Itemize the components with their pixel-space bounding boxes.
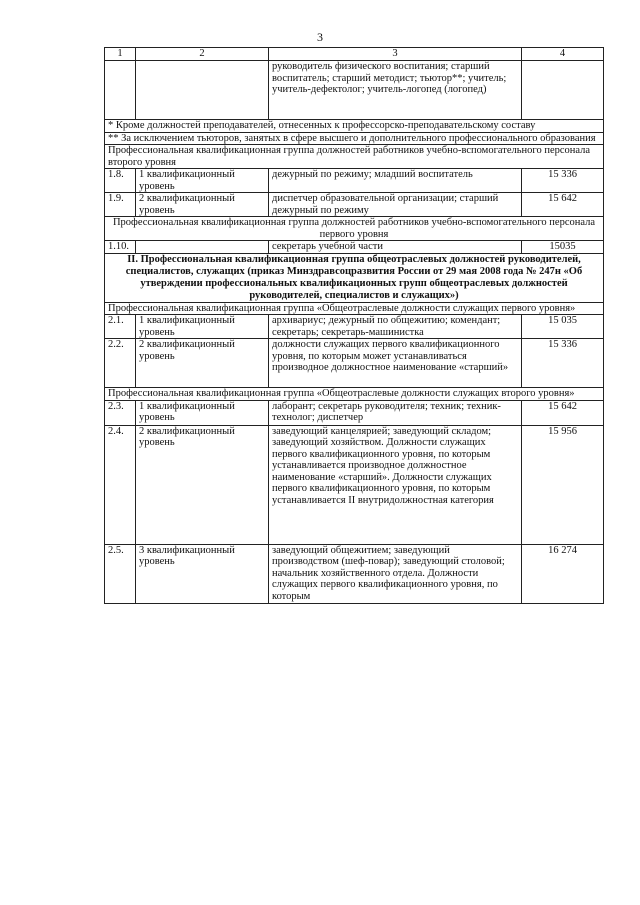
level-cell: 1 квалификационный уровень [136, 400, 269, 425]
group-title: Профессиональная квалификационная группа должностей работников учебно-вспомогательного персонала первого уровня [105, 217, 604, 241]
positions-cell: секретарь учебной части [269, 241, 522, 254]
level-cell: 1 квалификационный уровень [136, 169, 269, 193]
positions-cell: руководитель физического воспитания; старший воспитатель; старший методист; тьютор**; учитель; учитель-дефектолог; учитель-логопед (логопед) [269, 61, 522, 120]
row-number: 2.2. [105, 339, 136, 388]
table-row [105, 169, 604, 193]
header-cell: 3 [269, 48, 522, 61]
row-number: 1.8. [105, 169, 136, 193]
positions-cell: должности служащих первого квалификационного уровня, по которым может устанавливаться производное должностное наименование «старший» [269, 339, 522, 388]
table-row [105, 241, 604, 254]
group-title: Профессиональная квалификационная группа «Общеотраслевые должности служащих второго уровня» [105, 388, 604, 401]
row-number: 2.5. [105, 544, 136, 603]
footnote: ** За исключением тьюторов, занятых в сфере высшего и дополнительного профессионального образования [105, 132, 604, 145]
positions-cell: заведующий общежитием; заведующий производством (шеф-повар); заведующий столовой; начальник хозяйственного отдела. Должности служащих первого квалификационного уровня, по которым [269, 544, 522, 603]
table-row [105, 544, 604, 603]
table-row [105, 400, 604, 425]
salary-cell: 15 642 [522, 193, 604, 217]
level-cell: 1 квалификационный уровень [136, 315, 269, 339]
row-number: 1.10. [105, 241, 136, 254]
salary-cell: 15 336 [522, 339, 604, 388]
level-cell: 2 квалификационный уровень [136, 193, 269, 217]
positions-cell: лаборант; секретарь руководителя; техник; техник-технолог; диспетчер [269, 400, 522, 425]
group-title: Профессиональная квалификационная группа «Общеотраслевые должности служащих первого уровня» [105, 302, 604, 315]
salary-cell: 15 642 [522, 400, 604, 425]
table-row [105, 339, 604, 388]
page-number: 3 [317, 30, 323, 44]
footnote-row [105, 120, 604, 133]
header-cell: 1 [105, 48, 136, 61]
level-cell: 2 квалификационный уровень [136, 339, 269, 388]
section-title: II. Профессиональная квалификационная группа общеотраслевых должностей руководителей, специалистов, служащих (приказ Минздравсоцразвития России от 29 мая 2008 года № 247н «Об утверждении профессиональных квалификационных групп общеотраслевых должностей руководителей, специалистов и служащих») [105, 253, 604, 302]
row-number: 2.4. [105, 425, 136, 544]
positions-cell: дежурный по режиму; младший воспитатель [269, 169, 522, 193]
positions-cell: архивариус; дежурный по общежитию; комендант; секретарь; секретарь-машинистка [269, 315, 522, 339]
group-title-row [105, 217, 604, 241]
footnote: * Кроме должностей преподавателей, отнесенных к профессорско-преподавательскому составу [105, 120, 604, 133]
header-cell: 2 [136, 48, 269, 61]
level-cell [136, 241, 269, 254]
positions-cell: заведующий канцелярией; заведующий складом; заведующий хозяйством. Должности служащих первого квалификационного уровня, по которым устанавливается производное должностное наименование «старший». Должности служащих первого квалификационного уровня, по которым устанавливается II внутридолжностная категория [269, 425, 522, 544]
group-title-row [105, 302, 604, 315]
table-row [105, 315, 604, 339]
row-number: 2.1. [105, 315, 136, 339]
group-title-row [105, 388, 604, 401]
row-number: 1.9. [105, 193, 136, 217]
level-cell: 2 квалификационный уровень [136, 425, 269, 544]
positions-cell: диспетчер образовательной организации; старший дежурный по режиму [269, 193, 522, 217]
table-header-row [105, 48, 604, 61]
salary-cell: 15035 [522, 241, 604, 254]
group-title-row [105, 145, 604, 169]
group-title: Профессиональная квалификационная группа должностей работников учебно-вспомогательного персонала второго уровня [105, 145, 604, 169]
salary-cell: 16 274 [522, 544, 604, 603]
table-row [105, 193, 604, 217]
salary-cell: 15 336 [522, 169, 604, 193]
level-cell: 3 квалификационный уровень [136, 544, 269, 603]
table-row [105, 61, 604, 120]
header-cell: 4 [522, 48, 604, 61]
section-title-row [105, 253, 604, 302]
salary-table [104, 47, 604, 604]
table-row [105, 425, 604, 544]
row-number: 2.3. [105, 400, 136, 425]
salary-cell: 15 035 [522, 315, 604, 339]
footnote-row [105, 132, 604, 145]
salary-cell: 15 956 [522, 425, 604, 544]
